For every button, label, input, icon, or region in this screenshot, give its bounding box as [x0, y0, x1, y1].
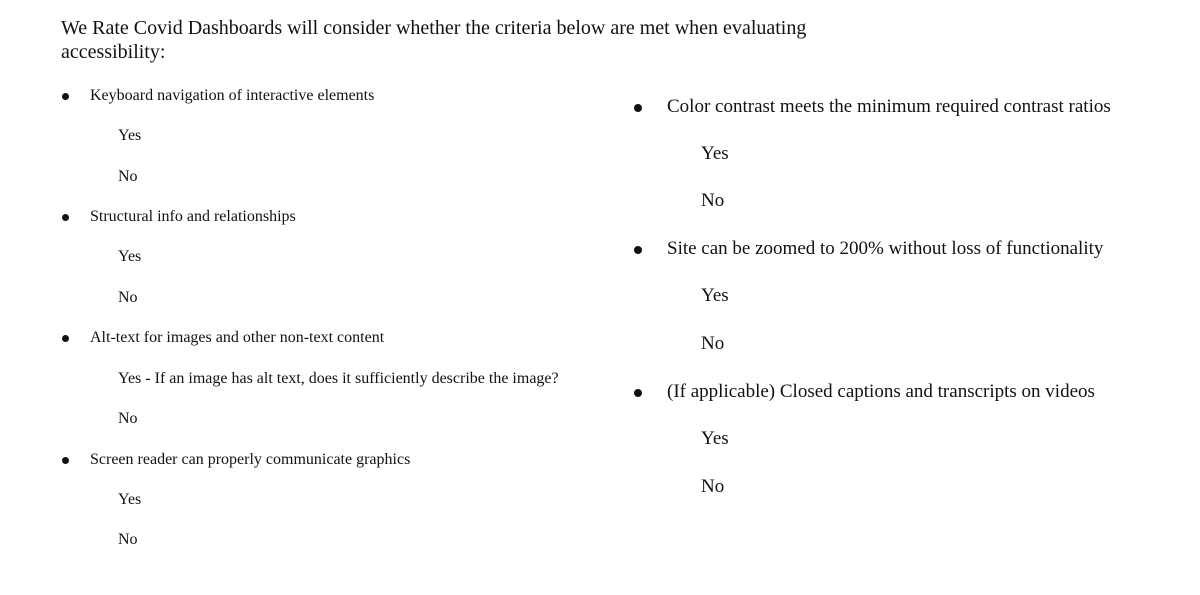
criterion-label: Keyboard navigation of interactive elements [90, 87, 375, 104]
option-yes[interactable]: Yes [118, 491, 142, 508]
option-no[interactable]: No [118, 410, 138, 427]
criterion-label: Screen reader can properly communicate graphics [90, 451, 411, 468]
bullet-icon [62, 335, 69, 342]
bullet-icon [634, 389, 642, 397]
option-yes[interactable]: Yes [701, 143, 729, 164]
option-no[interactable]: No [118, 289, 138, 306]
bullet-icon [62, 457, 69, 464]
criterion-label: Alt-text for images and other non-text content [90, 329, 385, 346]
option-yes[interactable]: Yes [118, 248, 142, 265]
option-yes[interactable]: Yes [701, 285, 729, 306]
bullet-icon [62, 214, 69, 221]
bullet-icon [634, 246, 642, 254]
intro-paragraph: We Rate Covid Dashboards will consider whether the criteria below are met when evaluating accessibility: [61, 17, 807, 63]
option-no[interactable]: No [701, 190, 725, 211]
criterion-label: Structural info and relationships [90, 208, 296, 225]
criterion-label: (If applicable) Closed captions and transcripts on videos [667, 381, 1095, 402]
option-no[interactable]: No [701, 476, 725, 497]
option-no[interactable]: No [118, 168, 138, 185]
bullet-icon [634, 104, 642, 112]
option-no[interactable]: No [701, 333, 725, 354]
option-yes[interactable]: Yes - If an image has alt text, does it sufficiently describe the image? [118, 370, 559, 387]
bullet-icon [62, 93, 69, 100]
criterion-label: Color contrast meets the minimum required contrast ratios [667, 96, 1111, 117]
criterion-label: Site can be zoomed to 200% without loss of functionality [667, 238, 1104, 259]
option-yes[interactable]: Yes [118, 127, 142, 144]
option-yes[interactable]: Yes [701, 428, 729, 449]
option-no[interactable]: No [118, 531, 138, 548]
